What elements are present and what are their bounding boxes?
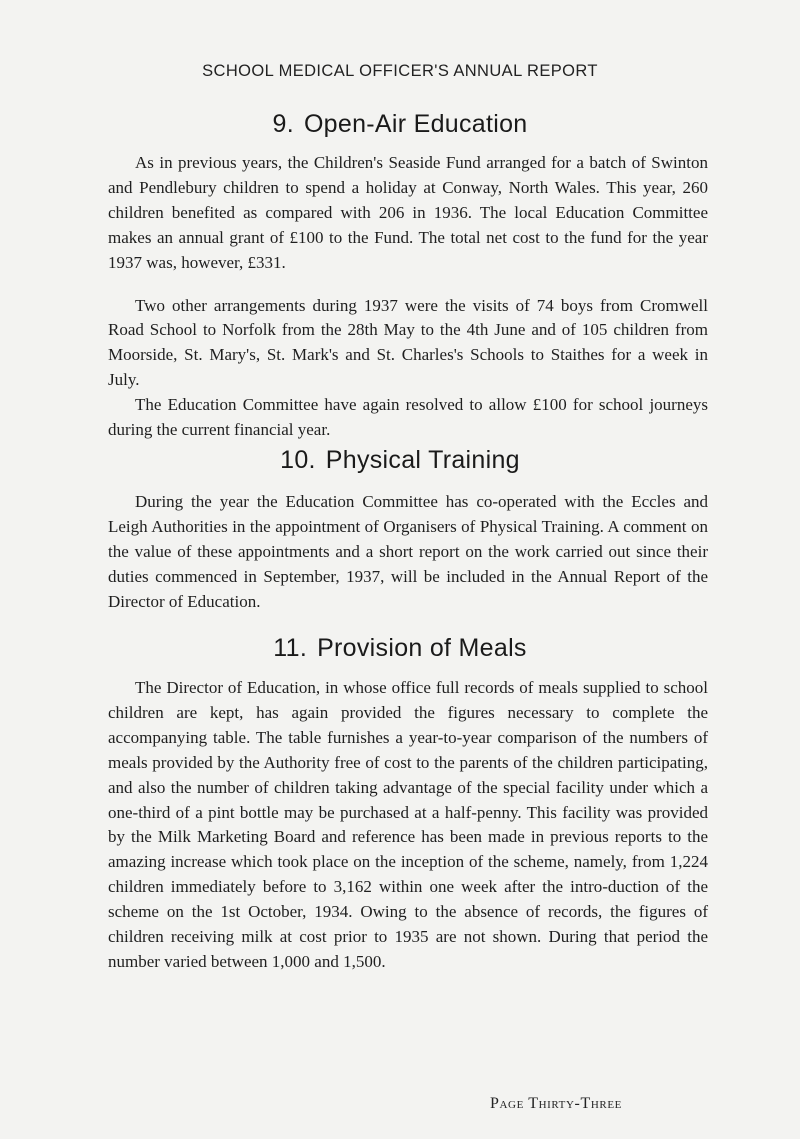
paragraph: The Director of Education, in whose office full records of meals supplied to school children are kept, has again provided the figures necessary to complete the accompanying table. The table furnishes a year-to-year comparison of the numbers of meals provided by the Authority free of cost to the parents of the children participating, and also the number of children taking advantage of the special facility under which a one-third of a pint bottle may be purchased at a half-penny. This facility was provided by the Milk Marketing Board and reference has been made in previous reports to the amazing increase which took place on the inception of the scheme, namely, from 1,224 children immediately before to 3,162 within one week after the intro-duction of the scheme on the 1st October, 1934. Owing to the absence of records, the figures of children receiving milk at cost prior to 1935 are not shown. During that period the number varied between 1,000 and 1,500.	[108, 678, 708, 971]
section-heading-open-air-education	[0, 110, 800, 139]
section-number: 11.	[273, 634, 308, 662]
page-number-footer: Page Thirty-Three	[490, 1095, 622, 1112]
section-title: Provision of Meals	[317, 634, 527, 662]
section-body-open-air-education	[108, 151, 708, 443]
running-header: SCHOOL MEDICAL OFFICER'S ANNUAL REPORT	[202, 62, 598, 80]
section-title: Physical Training	[325, 446, 520, 474]
section-heading-provision-of-meals	[0, 634, 800, 663]
section-number: 10.	[280, 446, 316, 474]
paragraph: Two other arrangements during 1937 were the visits of 74 boys from Cromwell Road School to Norfolk from the 28th May to the 4th June and of 105 children from Moorside, St. Mary's, St. Mark's and St. Charles's Schools to Staithes for a week in July.	[108, 295, 708, 390]
section-body-provision-of-meals	[108, 676, 708, 975]
section-number: 9.	[272, 110, 294, 138]
paragraph: The Education Committee have again resolved to allow £100 for school journeys during the current financial year.	[108, 395, 708, 440]
section-heading-physical-training	[0, 446, 800, 475]
paragraph: As in previous years, the Children's Seaside Fund arranged for a batch of Swinton and Pendlebury children to spend a holiday at Conway, North Wales. This year, 260 children benefited as compared with 206 in 1936. The local Education Committee makes an annual grant of £100 to the Fund. The total net cost to the fund for the year 1937 was, however, £331.	[108, 153, 708, 272]
paragraph: During the year the Education Committee has co-operated with the Eccles and Leigh Authorities in the appointment of Organisers of Physical Training. A comment on the value of these appointments and a short report on the work carried out since their duties commenced in September, 1937, will be included in the Annual Report of the Director of Education.	[108, 492, 708, 611]
section-body-physical-training	[108, 490, 708, 615]
section-title: Open-Air Education	[303, 110, 528, 138]
